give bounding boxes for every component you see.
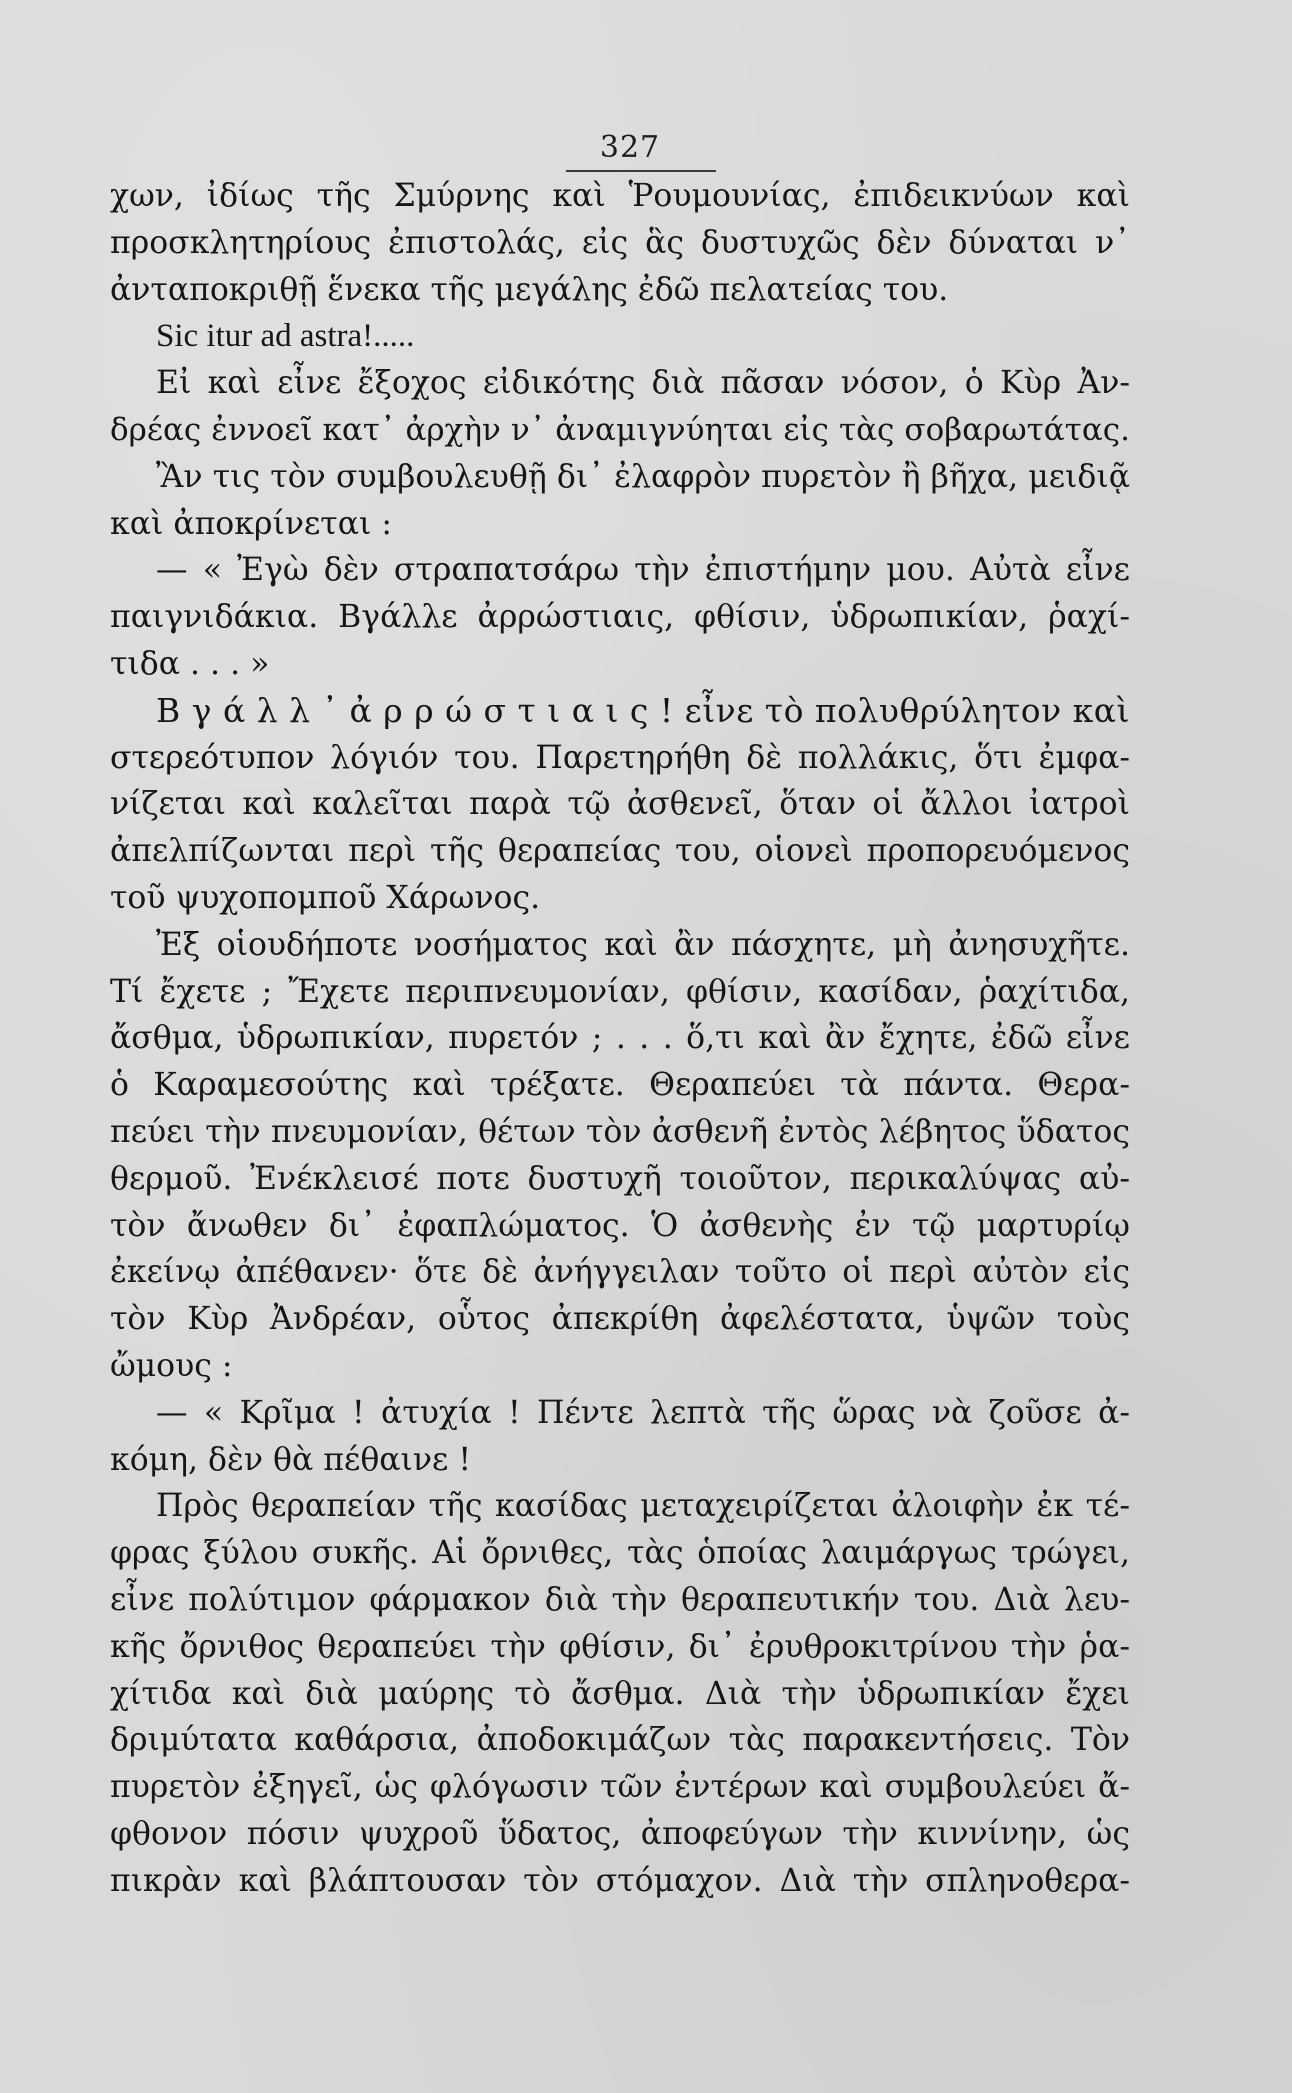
text-line: στερεότυπον λόγιόν του. Παρετηρήθη δὲ πολλάκις, ὅτι ἐμφα- [110,739,1130,776]
text-line: τὸν Κὺρ Ἀνδρέαν, οὗτος ἀπεκρίθη ἀφελέστατα, ὑψῶν τοὺς [110,1301,1130,1338]
text-line: πεύει τὴν πνευμονίαν, θέτων τὸν ἀσθενῆ ἐντὸς λέβητος ὕδατος [110,1113,1130,1150]
text-line: εἶνε πολύτιμον φάρμακον διὰ τὴν θεραπευτικήν του. Διὰ λευ- [110,1581,1130,1618]
text-line: ἐκείνῳ ἀπέθανεν· ὅτε δὲ ἀνήγγειλαν τοῦτο οἱ περὶ αὐτὸν εἰς [110,1254,1130,1291]
text-line: ὤμους : [110,1347,233,1384]
text-line: τὸν ἄνωθεν δι᾽ ἐφαπλώματος. Ὁ ἀσθενὴς ἐν τῷ μαρτυρίῳ [110,1207,1130,1244]
text-line: Τί ἔχετε ; Ἔχετε περιπνευμονίαν, φθίσιν, κασίδαν, ῥαχίτιδα, [110,973,1130,1010]
text-line: φθονον πόσιν ψυχροῦ ὕδατος, ἀποφεύγων τὴν κιννίνην, ὡς [110,1815,1130,1852]
text-line: ἀπελπίζωνται περὶ τῆς θεραπείας του, οἱονεὶ προπορευόμενος [110,833,1130,870]
text-line: θερμοῦ. Ἐνέκλεισέ ποτε δυστυχῆ τοιοῦτον, περικαλύψας αὐ- [110,1160,1130,1197]
text-line: Sic itur ad astra!..... [156,318,415,355]
text-line: Εἰ καὶ εἶνε ἔξοχος εἰδικότης διὰ πᾶσαν νόσον, ὁ Κὺρ Ἀν- [156,365,1130,402]
text-line: πυρετὸν ἐξηγεῖ, ὡς φλόγωσιν τῶν ἐντέρων καὶ συμβουλεύει ἄ- [110,1769,1130,1806]
text-line: ὁ Καραμεσούτης καὶ τρέξατε. Θεραπεύει τὰ πάντα. Θερα- [110,1067,1130,1104]
text-line: δριμύτατα καθάρσια, ἀποδοκιμάζων τὰς παρακεντήσεις. Τὸν [110,1722,1130,1759]
text-line: κῆς ὄρνιθος θεραπεύει τὴν φθίσιν, δι᾽ ἐρυθροκιτρίνου τὴν ῥα- [110,1628,1130,1665]
text-line: Πρὸς θεραπείαν τῆς κασίδας μεταχειρίζεται ἀλοιφὴν ἐκ τέ- [156,1488,1130,1525]
text-line: Ἐξ οἱουδήποτε νοσήματος καὶ ἂν πάσχητε, μὴ ἀνησυχῆτε. [156,926,1130,963]
text-line: φρας ξύλου συκῆς. Αἱ ὄρνιθες, τὰς ὁποίας λαιμάργως τρώγει, [110,1535,1130,1572]
text-line: τοῦ ψυχοπομποῦ Χάρωνος. [110,879,541,916]
text-line: ἀνταποκριθῇ ἕνεκα τῆς μεγάλης ἐδῶ πελατείας του. [110,271,949,308]
text-line: χων, ἰδίως τῆς Σμύρνης καὶ Ῥουμουνίας, ἐπιδεικνύων καὶ [110,178,1130,214]
text-line: δρέας ἐννοεῖ κατ᾽ ἀρχὴν ν᾽ ἀναμιγνύηται εἰς τὰς σοβαρωτάτας. [110,411,1130,448]
page-number: 327 [599,130,661,165]
body-text [110,173,1130,1904]
text-line: καὶ ἀποκρίνεται : [110,505,392,542]
text-line: — « Κρῖμα ! ἀτυχία ! Πέντε λεπτὰ τῆς ὥρας νὰ ζοῦσε ἀ- [156,1394,1130,1431]
text-line: — « Ἐγὼ δὲν στραπατσάρω τὴν ἐπιστήμην μου. Αὐτὰ εἶνε [156,552,1130,589]
text-line: προσκλητηρίους ἐπιστολάς, εἰς ἃς δυστυχῶς δὲν δύναται ν᾽ [110,224,1130,261]
text-line: Ἂν τις τὸν συμβουλευθῇ δι᾽ ἐλαφρὸν πυρετὸν ἢ βῆχα, μειδιᾷ [156,458,1130,495]
text-line: παιγνιδάκια. Βγάλλε ἀρρώστιαις, φθίσιν, ὑδρωπικίαν, ῥαχί- [110,599,1130,636]
text-line: νίζεται καὶ καλεῖται παρὰ τῷ ἀσθενεῖ, ὅταν οἱ ἄλλοι ἰατροὶ [110,786,1130,823]
text-line: χίτιδα καὶ διὰ μαύρης τὸ ἄσθμα. Διὰ τὴν ὑδρωπικίαν ἔχει [110,1675,1130,1712]
text-line: Β γ ά λ λ ᾽ ἀ ρ ρ ώ σ τ ι α ι ς ! εἶνε τὸ πολυθρύλητον καὶ [156,690,1130,730]
text-line: πικρὰν καὶ βλάπτουσαν τὸν στόμαχον. Διὰ τὴν σπληνοθερα- [110,1862,1130,1899]
text-line: κόμη, δὲν θὰ πέθαινε ! [110,1441,472,1478]
page-number-rule [566,170,716,172]
text-line: ἄσθμα, ὑδρωπικίαν, πυρετόν ; . . . ὅ,τι καὶ ἂν ἔχητε, ἐδῶ εἶνε [110,1020,1130,1057]
text-line: τιδα . . . » [110,645,270,682]
